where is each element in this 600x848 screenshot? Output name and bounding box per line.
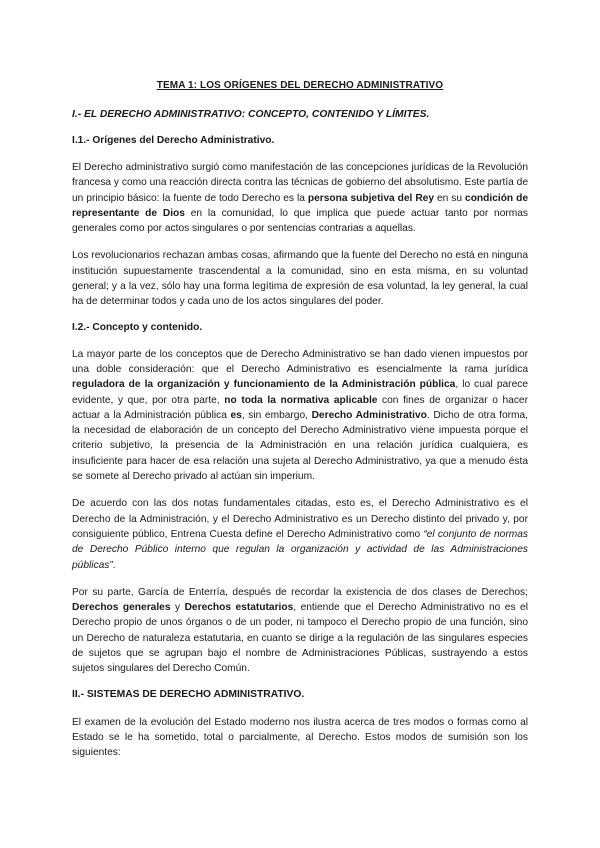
text-run: , lo cual parece evidente, y que, por otra parte,: [72, 379, 528, 406]
section-1-heading: I.- EL DERECHO ADMINISTRATIVO: CONCEPTO, CONTENIDO Y LÍMITES.: [72, 109, 430, 120]
paragraph-concept-1: [72, 347, 528, 485]
text-run: con fines de organizar o hacer actuar a la Administración pública: [72, 394, 528, 421]
italic-text: “el conjunto de normas de Derecho Público interno que regulan la organización y actividad de las Administraciones públicas”: [72, 528, 528, 571]
text-run: Los revolucionarios rechazan ambas cosas, afirmando que la fuente del Derecho no está en ninguna institución supuestamente trascendental a la comunidad, sino en esta misma, en su voluntad general; y a la vez, sólo hay una forma legítima de expresión de esa voluntad, la ley general, la cual ha de determinar todos y cada uno de los actos singulares del poder.: [72, 250, 528, 308]
text-run: en su: [434, 192, 466, 204]
bold-text: reguladora de la organización y funcionamiento de la Administración pública: [72, 379, 456, 391]
paragraph-systems-1: [72, 715, 528, 761]
paragraph-concept-3: [72, 585, 528, 677]
text-run: Por su parte, García de Enterría, después de recordar la existencia de dos clases de Derechos;: [72, 586, 528, 598]
text-run: El examen de la evolución del Estado moderno nos ilustra acerca de tres modos o formas como al Estado se le ha sometido, total o parcialmente, al Derecho. Estos modos de sumisión son los siguientes:: [72, 716, 528, 759]
bold-text: Derechos estatutarios: [184, 602, 294, 614]
text-run: en la comunidad, lo que implica que puede actuar tanto por normas generales como por actos singulares o por sentencias contrarias a aquellas.: [72, 207, 528, 235]
bold-text: no toda la normativa aplicable: [224, 394, 378, 406]
bold-text: es: [230, 409, 242, 421]
document-title: TEMA 1: LOS ORÍGENES DEL DERECHO ADMINISTRATIVO: [156, 80, 444, 91]
text-run: .: [112, 559, 116, 571]
bold-text: Derechos generales: [72, 602, 171, 614]
bold-text: condición de representante de Dios: [72, 192, 528, 219]
text-run: El Derecho administrativo surgió como manifestación de las concepciones jurídicas de la Revolución francesa y como una reacción directa contra las técnicas de gobierno del absolutismo. Este partía de un principio básico: la fuente de todo Derecho es la: [72, 162, 528, 204]
text-run: y: [170, 602, 185, 614]
section-2-heading: II.- SISTEMAS DE DERECHO ADMINISTRATIVO.: [72, 688, 305, 700]
text-run: , entiende que el Derecho Administrativo no es el Derecho propio de unos órganos o de un poder, ni tampoco el Derecho propio de una función, sino un Derecho de naturaleza estatutaria, en cuanto se dirige a la regulación de las singulares especies de sujetos que se agrupan bajo el nombre de Administraciones Públicas, sustrayendo a estos sujetos singulares del Derecho Común.: [72, 602, 528, 675]
paragraph-origins-1: [72, 160, 528, 236]
bold-text: persona subjetiva del Rey: [307, 192, 435, 204]
subsection-1-1-heading: I.1.- Orígenes del Derecho Administrativo.: [72, 135, 275, 146]
paragraph-concept-2: [72, 496, 528, 572]
paragraph-origins-2: [72, 248, 528, 309]
bold-text: Derecho Administrativo: [311, 409, 427, 421]
text-run: . Dicho de otra forma, la necesidad de elaboración de un concepto del Derecho Administrativo viene impuesta porque el criterio subjetivo, la presencia de la Administración en una relación jurídica cualquiera, es insuficiente para hacer de esa relación una sujeta al Derecho Administrativo, ya que a menudo ésta se somete al Derecho privado al actúan sin imperium.: [72, 409, 528, 483]
text-run: La mayor parte de los conceptos que de Derecho Administrativo se han dado vienen impuestos por una doble consideración: que el Derecho Administrativo es esencialmente la rama jurídica: [72, 348, 528, 375]
subsection-1-2-heading: I.2.- Concepto y contenido.: [72, 321, 203, 333]
text-run: De acuerdo con las dos notas fundamentales citadas, esto es, el Derecho Administrativo es el Derecho de la Administración, y el Derecho Administrativo es un Derecho distinto del privado y, por consiguiente público, Entrena Cuesta define el Derecho Administrativo como: [72, 498, 528, 540]
text-run: , sin embargo,: [241, 409, 312, 421]
